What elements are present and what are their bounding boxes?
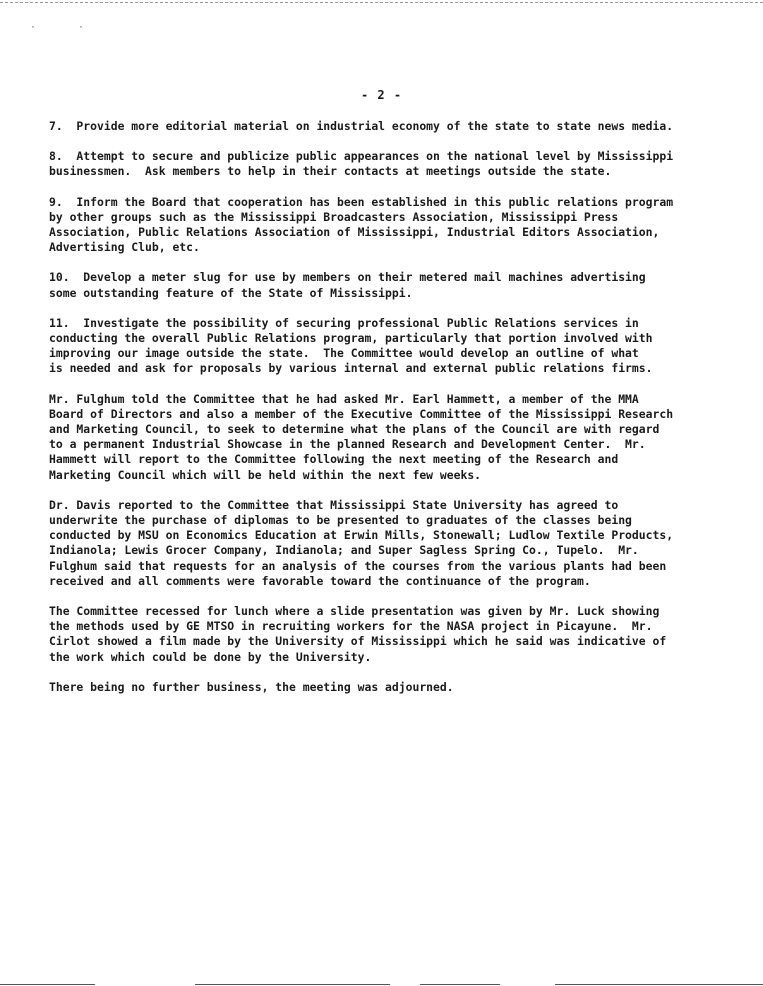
paragraph-item-11: [49, 316, 749, 377]
text-line: Hammett will report to the Committee following the next meeting of the Research and: [49, 452, 619, 467]
text-line: improving our image outside the state. The Committee would develop an outline of what: [49, 346, 639, 361]
paragraph-item-10: [49, 270, 749, 300]
text-line: the work which could be done by the University.: [49, 649, 372, 664]
text-line: conducting the overall Public Relations program, particularly that portion involved with: [49, 331, 653, 346]
paragraph-item-9: [49, 195, 749, 256]
text-line: some outstanding feature of the State of Mississippi.: [49, 285, 413, 300]
bottom-scan-edge: [0, 984, 95, 985]
text-line: Advertising Club, etc.: [49, 240, 200, 255]
text-line: Fulghum said that requests for an analysis of the courses from the various plants had been: [49, 558, 667, 573]
text-line: conducted by MSU on Economics Education at Erwin Mills, Stonewall; Ludlow Textile Products,: [49, 528, 674, 543]
scan-specks: · ·: [30, 22, 103, 33]
text-line: Dr. Davis reported to the Committee that Mississippi State University has agreed to: [49, 497, 619, 512]
text-line: 7. Provide more editorial material on industrial economy of the state to state news media.: [49, 119, 674, 133]
top-scan-edge: [0, 2, 763, 3]
text-line: Association, Public Relations Association of Mississippi, Industrial Editors Association,: [49, 225, 660, 240]
paragraph-lunch-recess: [49, 604, 749, 665]
text-line: Board of Directors and also a member of the Executive Committee of the Mississippi Research: [49, 406, 674, 421]
text-line: Marketing Council which will be held within the next few weeks.: [49, 467, 482, 482]
text-line: 8. Attempt to secure and publicize public appearances on the national level by Mississippi: [49, 149, 674, 164]
bottom-scan-edge: [195, 984, 390, 985]
text-line: 9. Inform the Board that cooperation has been established in this public relations program: [49, 194, 674, 209]
text-line: The Committee recessed for lunch where a slide presentation was given by Mr. Luck showing: [49, 604, 660, 619]
text-line: Mr. Fulghum told the Committee that he had asked Mr. Earl Hammett, a member of the MMA: [49, 391, 639, 406]
text-line: the methods used by GE MTSO in recruiting workers for the NASA project in Picayune. Mr.: [49, 619, 653, 634]
text-line: Cirlot showed a film made by the University of Mississippi which he said was indicative of: [49, 634, 667, 649]
text-line: to a permanent Industrial Showcase in the planned Research and Development Center. Mr.: [49, 437, 646, 452]
text-line: underwrite the purchase of diplomas to be presented to graduates of the classes being: [49, 513, 632, 528]
text-line: 11. Investigate the possibility of securing professional Public Relations services in: [49, 315, 639, 330]
paragraph-item-8: [49, 149, 749, 179]
text-line: businessmen. Ask members to help in their contacts at meetings outside the state.: [49, 164, 612, 179]
text-line: and Marketing Council, to seek to determine what the plans of the Council are with regard: [49, 422, 660, 437]
bottom-scan-edge: [555, 984, 763, 985]
paragraph-davis-diplomas: [49, 498, 749, 589]
paragraph-item-7: [49, 119, 749, 134]
page-number: - 2 -: [360, 88, 403, 102]
text-line: There being no further business, the meeting was adjourned.: [49, 679, 454, 694]
text-line: received and all comments were favorable toward the continuance of the program.: [49, 573, 591, 588]
text-line: by other groups such as the Mississippi Broadcasters Association, Mississippi Press: [49, 209, 619, 224]
text-line: is needed and ask for proposals by various internal and external public relations firms.: [49, 361, 653, 376]
paragraph-fulghum-showcase: [49, 392, 749, 483]
paragraph-adjournment: [49, 680, 749, 695]
document-body: [49, 119, 749, 710]
text-line: Indianola; Lewis Grocer Company, Indianola; and Super Sagless Spring Co., Tupelo. Mr.: [49, 543, 639, 558]
text-line: 10. Develop a meter slug for use by members on their metered mail machines advertising: [49, 270, 646, 285]
bottom-scan-edge: [420, 984, 500, 985]
